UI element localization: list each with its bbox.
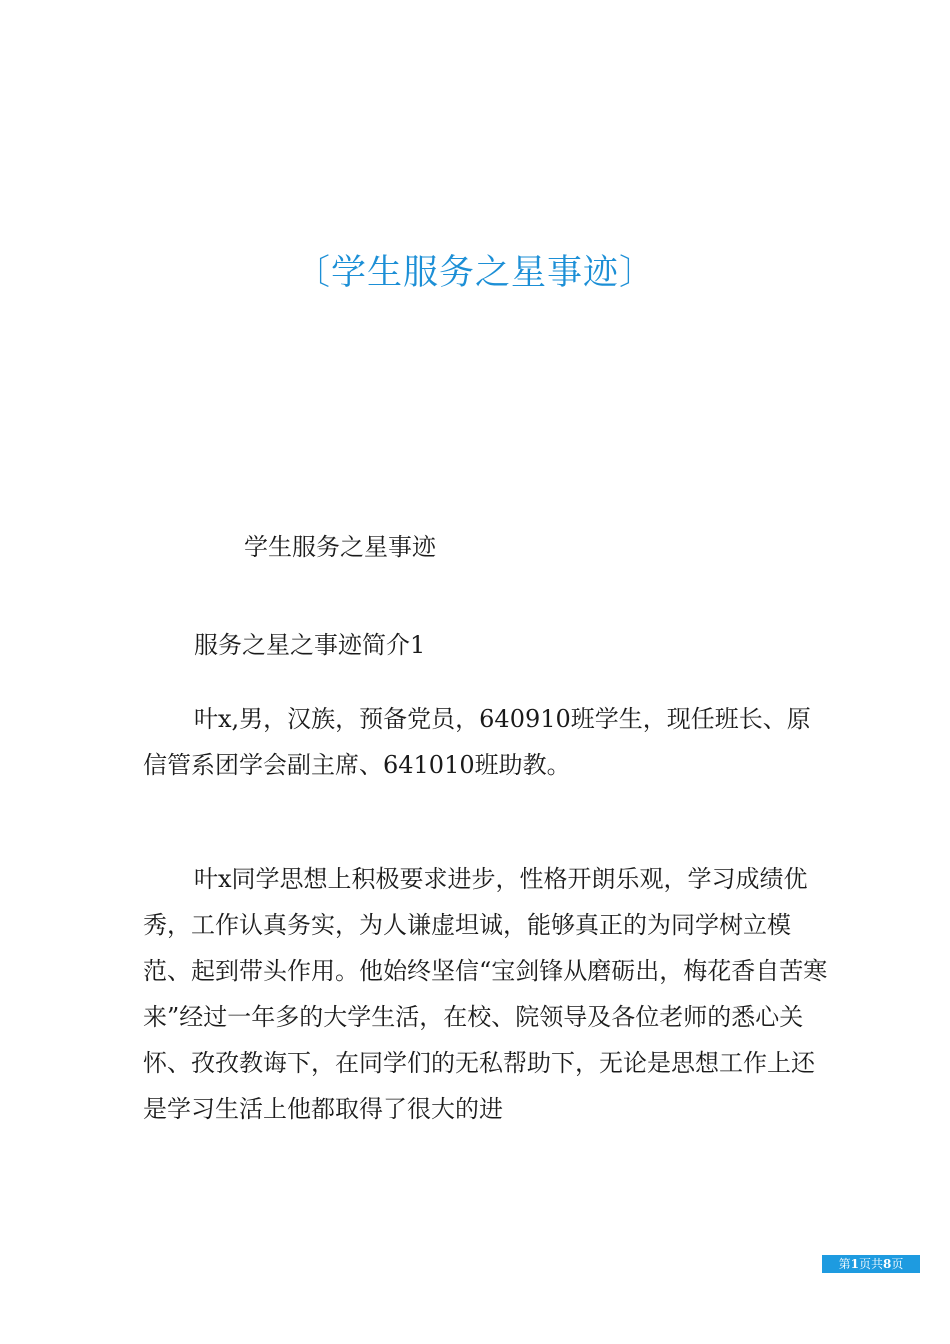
paragraph-2 [143,856,833,1132]
total-pages-number: 8 [883,1257,892,1271]
page-middle: 页共 [858,1257,883,1271]
document-subtitle: 学生服务之星事迹 [244,533,436,561]
current-page-number: 1 [850,1257,859,1271]
page-prefix: 第 [838,1257,851,1271]
paragraph-2-text: 叶x同学思想上积极要求进步，性格开朗乐观，学习成绩优秀，工作认真务实，为人谦虚坦诚，能够真正的为同学树立模范、起到带头作用。他始终坚信“宝剑锋从磨砺出，梅花香自苦寒来”经过一年多的大学生活，在校、院领导及各位老师的悉心关怀、孜孜教诲下，在同学们的无私帮助下，无论是思想工作上还是学习生活上他都取得了很大的进 [143,865,828,1123]
document-title: 〔学生服务之星事迹〕 [294,253,655,293]
section-heading: 服务之星之事迹简介1 [194,631,426,659]
paragraph-1-text: 叶x,男，汉族，预备党员，640910班学生，现任班长、原信管系团学会副主席、641010班助教。 [143,705,811,779]
page-suffix: 页 [891,1257,904,1271]
page-number-badge [822,1255,920,1273]
paragraph-1 [143,696,833,788]
